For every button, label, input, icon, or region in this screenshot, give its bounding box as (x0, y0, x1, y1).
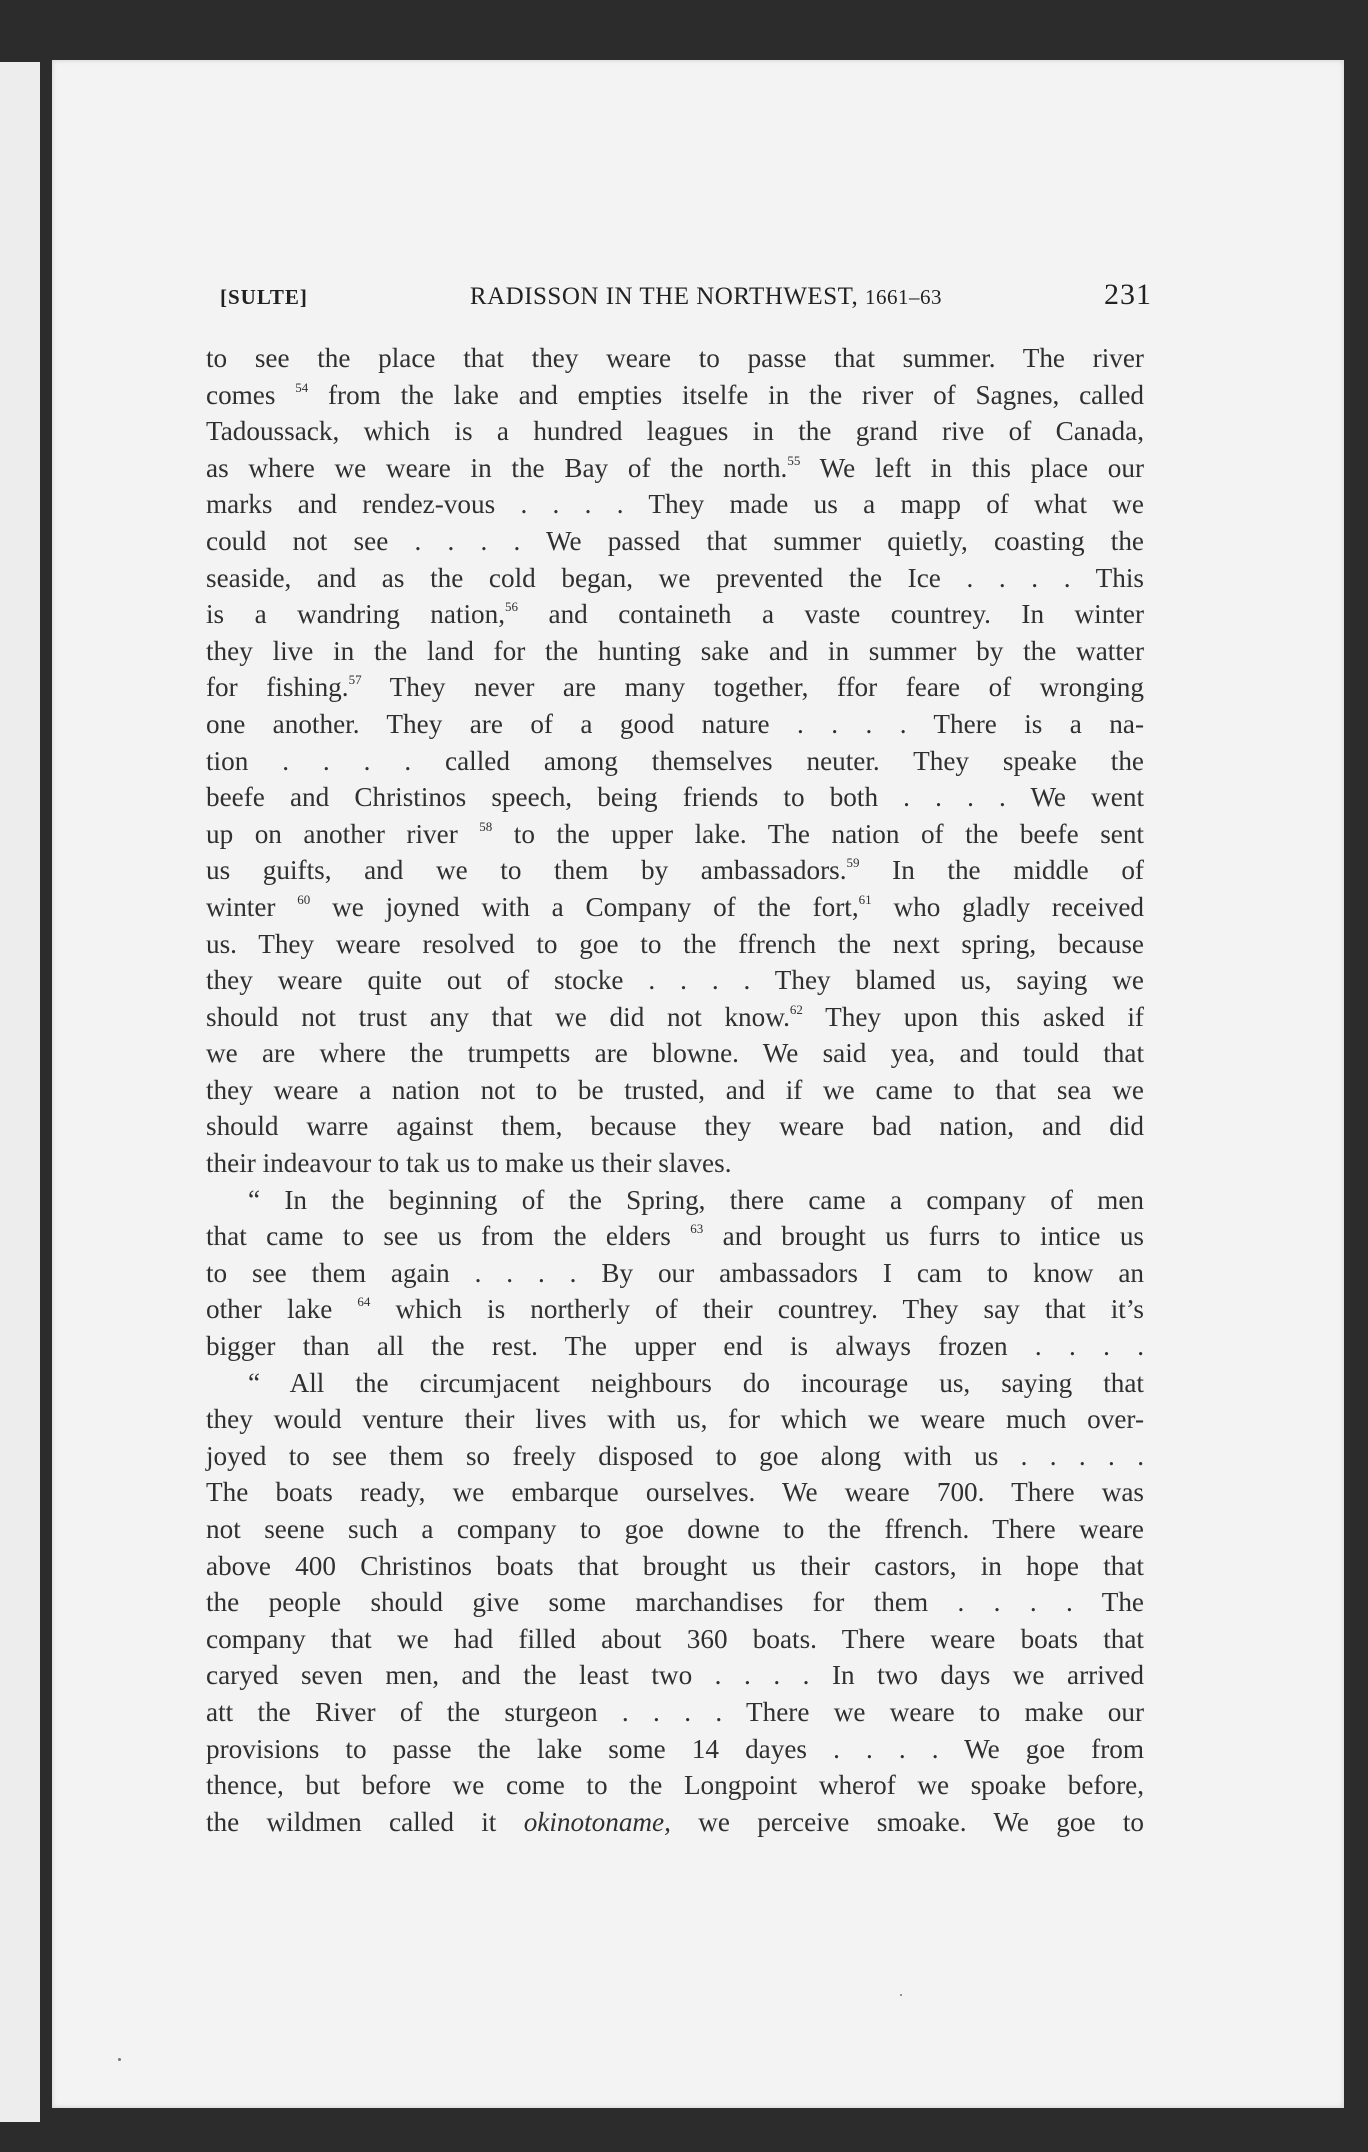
text-line (206, 1804, 1144, 1841)
footnote-marker: 63 (690, 1221, 704, 1237)
text-segment: joyed to see them so freely disposed to goe along with us . . . . . (206, 1440, 1144, 1471)
text-line (206, 1108, 1144, 1145)
text-segment: they would venture their lives with us, for which we weare much over- (206, 1404, 1144, 1435)
text-segment: bigger than all the rest. The upper end is always frozen . . . . (206, 1331, 1144, 1362)
text-line (206, 1328, 1144, 1365)
text-line (206, 889, 1144, 926)
text-line (206, 999, 1144, 1036)
footnote-marker: 56 (505, 599, 519, 615)
text-segment: should not trust any that we did not know. (206, 1001, 790, 1032)
text-segment: the wildmen called it (206, 1806, 524, 1837)
text-line (206, 1548, 1144, 1585)
text-segment: above 400 Christinos boats that brought us their castors, in hope that (206, 1550, 1144, 1581)
text-segment: “ In the beginning of the Spring, there came a company of men (248, 1184, 1144, 1215)
text-line (206, 852, 1144, 889)
text-segment: which is northerly of their countrey. They say that it’s (370, 1294, 1144, 1325)
paper-speck (900, 1994, 902, 1996)
footnote-marker: 57 (348, 672, 362, 688)
running-header (220, 278, 1152, 312)
text-line (206, 1365, 1144, 1402)
text-line (206, 1767, 1144, 1804)
text-segment: could not see . . . . We passed that summer quietly, coasting the (206, 525, 1144, 556)
text-segment: the people should give some marchandises for them . . . . The (206, 1587, 1144, 1618)
text-segment: they live in the land for the hunting sake and in summer by the watter (206, 635, 1144, 666)
text-segment: from the lake and empties itselfe in the river of Sagnes, called (308, 379, 1144, 410)
footnote-marker: 60 (297, 891, 311, 907)
text-segment: marks and rendez-vous . . . . They made us a mapp of what we (206, 489, 1144, 520)
text-line (206, 413, 1144, 450)
text-segment: we are where the trumpetts are blowne. We said yea, and tould that (206, 1038, 1144, 1069)
text-segment: they weare quite out of stocke . . . . They blamed us, saying we (206, 965, 1144, 996)
text-segment: company that we had filled about 360 boats. There weare boats that (206, 1623, 1144, 1654)
text-line (206, 633, 1144, 670)
text-line (206, 1657, 1144, 1694)
footnote-marker: 59 (846, 855, 860, 871)
paper-speck (118, 2058, 121, 2061)
text-segment: other lake (206, 1294, 358, 1325)
text-line (206, 523, 1144, 560)
text-segment: up on another river (206, 818, 480, 849)
footnote-marker: 62 (789, 1001, 803, 1017)
text-segment: for fishing. (206, 672, 349, 703)
text-segment: they weare a nation not to be trusted, and if we came to that sea we (206, 1074, 1144, 1105)
footnote-marker: 55 (787, 452, 801, 468)
text-line (206, 596, 1144, 633)
italic-term: okinotoname, (523, 1806, 671, 1837)
text-line (206, 743, 1144, 780)
header-years: 1661–63 (865, 285, 943, 309)
text-line (206, 1182, 1144, 1219)
text-line (206, 1438, 1144, 1475)
footnote-marker: 58 (479, 818, 493, 834)
text-segment: thence, but before we come to the Longpoint wherof we spoake before, (206, 1770, 1144, 1801)
text-line (206, 926, 1144, 963)
text-segment: us. They weare resolved to goe to the ffrench the next spring, because (206, 928, 1144, 959)
text-line (206, 340, 1144, 377)
text-segment: their indeavour to tak us to make us their slaves. (206, 1148, 732, 1179)
text-line (206, 1401, 1144, 1438)
text-line (206, 1218, 1144, 1255)
text-line (206, 1584, 1144, 1621)
text-line (206, 560, 1144, 597)
header-title (470, 283, 942, 311)
text-line (206, 1474, 1144, 1511)
text-line (206, 1145, 1144, 1182)
text-line (206, 706, 1144, 743)
page-number: 231 (1104, 278, 1152, 311)
text-segment: winter (206, 891, 298, 922)
text-line (206, 1694, 1144, 1731)
text-segment: att the River of the sturgeon . . . . There we weare to make our (206, 1696, 1144, 1727)
text-segment: and containeth a vaste countrey. In winter (518, 599, 1144, 630)
text-segment: as where we weare in the Bay of the north. (206, 452, 788, 483)
text-line (206, 1291, 1144, 1328)
text-segment: and brought us furrs to intice us (703, 1221, 1144, 1252)
text-segment: The boats ready, we embarque ourselves. We weare 700. There was (206, 1477, 1144, 1508)
text-segment: we perceive smoake. We goe to (670, 1806, 1144, 1837)
text-segment: They upon this asked if (802, 1001, 1144, 1032)
text-segment: caryed seven men, and the least two . . . . In two days we arrived (206, 1660, 1144, 1691)
text-segment: We left in this place our (800, 452, 1144, 483)
text-line (206, 486, 1144, 523)
text-line (206, 1255, 1144, 1292)
text-line (206, 1072, 1144, 1109)
body-text (206, 340, 1144, 1840)
text-segment: In the middle of (859, 855, 1144, 886)
text-line (206, 1035, 1144, 1072)
text-segment: comes (206, 379, 296, 410)
header-tag: [SULTE] (220, 285, 308, 309)
text-segment: is a wandring nation, (206, 599, 506, 630)
text-segment: that came to see us from the elders (206, 1221, 691, 1252)
adjacent-page-edge (0, 62, 40, 2122)
text-segment: one another. They are of a good nature . . . . There is a na- (206, 708, 1144, 739)
text-segment: “ All the circumjacent neighbours do incourage us, saying that (248, 1367, 1144, 1398)
text-segment: provisions to passe the lake some 14 dayes . . . . We goe from (206, 1733, 1144, 1764)
text-line (206, 1731, 1144, 1768)
text-segment: should warre against them, because they weare bad nation, and did (206, 1111, 1144, 1142)
text-segment: beefe and Christinos speech, being friends to both . . . . We went (206, 782, 1144, 813)
text-segment: They never are many together, ffor feare of wronging (361, 672, 1144, 703)
text-segment: who gladly received (871, 891, 1144, 922)
text-segment: seaside, and as the cold began, we prevented the Ice . . . . This (206, 562, 1144, 593)
text-line (206, 962, 1144, 999)
header-title-text: RADISSON IN THE NORTHWEST, (469, 283, 859, 310)
text-segment: tion . . . . called among themselves neuter. They speake the (206, 745, 1144, 776)
text-segment: Tadoussack, which is a hundred leagues in the grand rive of Canada, (206, 416, 1144, 447)
text-segment: to see them again . . . . By our ambassadors I cam to know an (206, 1257, 1144, 1288)
text-line (206, 816, 1144, 853)
text-line (206, 450, 1144, 487)
text-line (206, 377, 1144, 414)
text-segment: to the upper lake. The nation of the beefe sent (492, 818, 1144, 849)
text-line (206, 1511, 1144, 1548)
text-line (206, 779, 1144, 816)
text-segment: to see the place that they weare to passe that summer. The river (206, 343, 1144, 373)
footnote-marker: 64 (357, 1294, 371, 1310)
text-line (206, 669, 1144, 706)
text-segment: not seene such a company to goe downe to the ffrench. There weare (206, 1514, 1144, 1544)
footnote-marker: 54 (295, 379, 309, 395)
text-line (206, 1621, 1144, 1658)
text-segment: we joyned with a Company of the fort, (310, 891, 859, 922)
text-segment: us guifts, and we to them by ambassadors. (206, 855, 847, 886)
footnote-marker: 61 (858, 891, 872, 907)
